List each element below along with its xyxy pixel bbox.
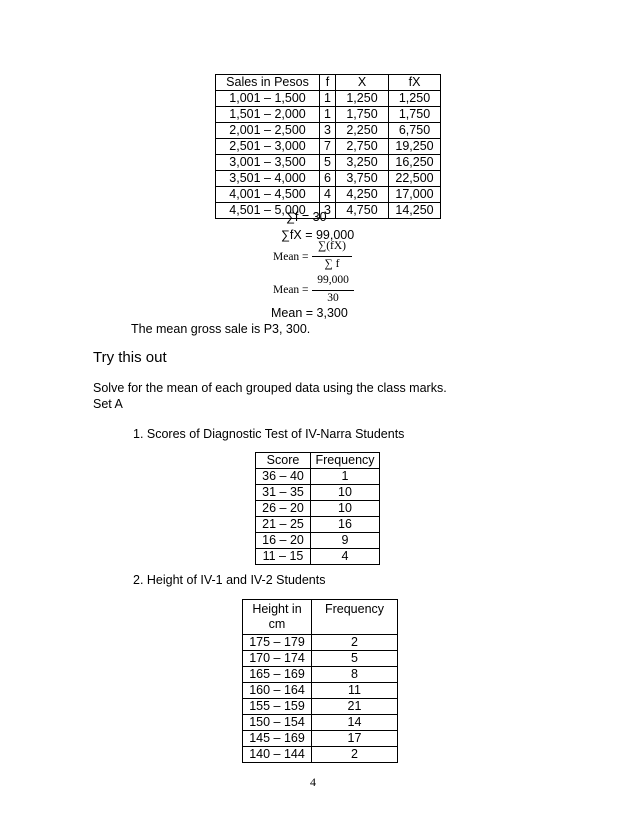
table-cell: 2,750 bbox=[336, 139, 389, 155]
table-cell: 16,250 bbox=[389, 155, 441, 171]
mean-result: Mean = 3,300 bbox=[271, 306, 348, 320]
table-cell: 6 bbox=[320, 171, 336, 187]
table-cell: 1 bbox=[320, 107, 336, 123]
score-table-body bbox=[256, 453, 380, 565]
fraction-bar bbox=[312, 256, 352, 257]
table-cell: 3,750 bbox=[336, 171, 389, 187]
table-cell: 17 bbox=[312, 731, 398, 747]
table-row bbox=[256, 501, 380, 517]
table-row bbox=[216, 155, 441, 171]
table-cell: 3,250 bbox=[336, 155, 389, 171]
table-cell: 14 bbox=[312, 715, 398, 731]
table-cell: 5 bbox=[312, 651, 398, 667]
formula-numerator: ∑(fX) bbox=[318, 240, 346, 252]
table-cell: 1,750 bbox=[336, 107, 389, 123]
table-cell: 11 bbox=[312, 683, 398, 699]
table-header-row bbox=[243, 600, 398, 635]
table-row bbox=[216, 187, 441, 203]
table-cell: 1 bbox=[320, 91, 336, 107]
table-row bbox=[256, 485, 380, 501]
table-cell: 155 – 159 bbox=[243, 699, 312, 715]
conclusion-text: The mean gross sale is P3, 300. bbox=[131, 322, 311, 336]
table-cell: 14,250 bbox=[389, 203, 441, 219]
table-cell: 4,250 bbox=[336, 187, 389, 203]
table-row bbox=[216, 171, 441, 187]
table-cell: 4 bbox=[311, 549, 380, 565]
section-heading: Try this out bbox=[93, 349, 167, 366]
mean-formula-fraction bbox=[312, 240, 352, 274]
fraction-bar bbox=[312, 290, 354, 291]
table-cell: 36 – 40 bbox=[256, 469, 311, 485]
table-cell: 5 bbox=[320, 155, 336, 171]
table-cell: 165 – 169 bbox=[243, 667, 312, 683]
table-cell: 2 bbox=[312, 747, 398, 763]
table-cell: 17,000 bbox=[389, 187, 441, 203]
table-cell: 16 bbox=[311, 517, 380, 533]
table-row bbox=[216, 123, 441, 139]
table-row bbox=[216, 91, 441, 107]
table-cell: 26 – 20 bbox=[256, 501, 311, 517]
table-cell: 10 bbox=[311, 501, 380, 517]
table-row bbox=[256, 517, 380, 533]
table-cell: 1 bbox=[311, 469, 380, 485]
sum-fx: ∑fX = 99,000 bbox=[281, 228, 355, 242]
header-cell: fX bbox=[389, 75, 441, 91]
table-cell: 1,501 – 2,000 bbox=[216, 107, 320, 123]
table-cell: 2,501 – 3,000 bbox=[216, 139, 320, 155]
table-cell: 8 bbox=[312, 667, 398, 683]
header-cell: f bbox=[320, 75, 336, 91]
table-cell: 140 – 144 bbox=[243, 747, 312, 763]
table-row bbox=[256, 469, 380, 485]
table-row bbox=[243, 651, 398, 667]
table-cell: 4 bbox=[320, 187, 336, 203]
table-cell: 1,250 bbox=[336, 91, 389, 107]
table-cell: 175 – 179 bbox=[243, 635, 312, 651]
table-row bbox=[243, 715, 398, 731]
table-row bbox=[243, 667, 398, 683]
value-numerator: 99,000 bbox=[317, 274, 349, 286]
table-cell: 145 – 169 bbox=[243, 731, 312, 747]
sales-table-body bbox=[216, 75, 441, 219]
table-header-row bbox=[256, 453, 380, 469]
table-cell: 3,501 – 4,000 bbox=[216, 171, 320, 187]
sum-f: ∑f = 30 bbox=[286, 210, 327, 224]
table-cell: 21 bbox=[312, 699, 398, 715]
header-cell: Score bbox=[256, 453, 311, 469]
table-cell: 31 – 35 bbox=[256, 485, 311, 501]
table-row bbox=[256, 549, 380, 565]
table-row bbox=[216, 107, 441, 123]
header-height-line1: Height in bbox=[252, 602, 302, 616]
header-cell: Frequency bbox=[311, 453, 380, 469]
table-row bbox=[256, 533, 380, 549]
header-cell: Sales in Pesos bbox=[216, 75, 320, 91]
table-cell: 150 – 154 bbox=[243, 715, 312, 731]
height-table-body bbox=[243, 600, 398, 763]
table-row bbox=[243, 683, 398, 699]
table-cell: 10 bbox=[311, 485, 380, 501]
problem-1-title: 1. Scores of Diagnostic Test of IV-Narra Students bbox=[133, 427, 405, 441]
table-row bbox=[243, 699, 398, 715]
table-cell: 4,001 – 4,500 bbox=[216, 187, 320, 203]
set-label: Set A bbox=[93, 397, 123, 411]
table-cell: 170 – 174 bbox=[243, 651, 312, 667]
table-cell: 2 bbox=[312, 635, 398, 651]
table-cell: 1,001 – 1,500 bbox=[216, 91, 320, 107]
table-row bbox=[216, 203, 441, 219]
mean-label-values: Mean = bbox=[273, 284, 309, 296]
table-cell: 2,001 – 2,500 bbox=[216, 123, 320, 139]
instruction-text: Solve for the mean of each grouped data using the class marks. bbox=[93, 381, 447, 395]
table-cell: 6,750 bbox=[389, 123, 441, 139]
formula-denominator: ∑ f bbox=[324, 258, 340, 270]
table-cell: 4,750 bbox=[336, 203, 389, 219]
table-cell: 11 – 15 bbox=[256, 549, 311, 565]
table-cell: 22,500 bbox=[389, 171, 441, 187]
table-row bbox=[243, 731, 398, 747]
sales-table bbox=[215, 74, 441, 219]
table-cell: 3 bbox=[320, 123, 336, 139]
table-cell: 3 bbox=[320, 203, 336, 219]
value-denominator: 30 bbox=[327, 292, 339, 304]
height-table bbox=[242, 599, 398, 763]
table-cell: 2,250 bbox=[336, 123, 389, 139]
table-cell: 21 – 25 bbox=[256, 517, 311, 533]
header-cell-height bbox=[243, 600, 312, 635]
table-cell: 3,001 – 3,500 bbox=[216, 155, 320, 171]
page-number: 4 bbox=[310, 775, 316, 789]
table-cell: 16 – 20 bbox=[256, 533, 311, 549]
table-row bbox=[243, 635, 398, 651]
mean-label-formula: Mean = bbox=[273, 251, 309, 263]
table-cell: 7 bbox=[320, 139, 336, 155]
header-height-line2: cm bbox=[268, 617, 286, 631]
table-cell: 9 bbox=[311, 533, 380, 549]
table-cell: 4,501 – 5,000 bbox=[216, 203, 320, 219]
mean-values-fraction bbox=[312, 274, 354, 308]
table-cell: 19,250 bbox=[389, 139, 441, 155]
table-cell: 1,750 bbox=[389, 107, 441, 123]
table-row bbox=[216, 139, 441, 155]
problem-2-title: 2. Height of IV-1 and IV-2 Students bbox=[133, 573, 326, 587]
header-cell-frequency: Frequency bbox=[312, 600, 398, 635]
table-cell: 1,250 bbox=[389, 91, 441, 107]
table-row bbox=[243, 747, 398, 763]
table-cell: 160 – 164 bbox=[243, 683, 312, 699]
table-header-row bbox=[216, 75, 441, 91]
header-cell: X bbox=[336, 75, 389, 91]
score-table bbox=[255, 452, 380, 565]
